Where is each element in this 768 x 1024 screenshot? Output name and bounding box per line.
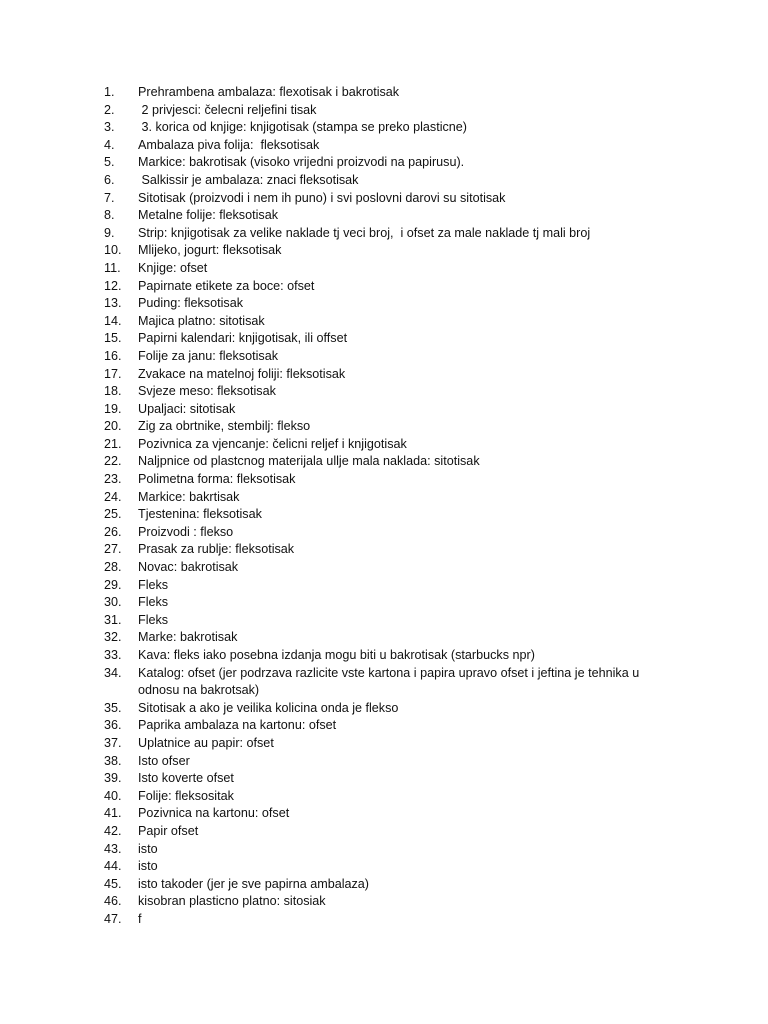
list-item-continuation: odnosu na bakrotsak) (138, 683, 260, 698)
list-item-text: Majica platno: sitotisak (138, 313, 265, 328)
list-item-text: Polimetna forma: fleksotisak (138, 472, 296, 487)
list-item-body (138, 489, 239, 507)
list-item-number: 28. (104, 560, 122, 575)
list-item-body (138, 330, 347, 348)
list-item-body (138, 559, 238, 577)
list-item-body (138, 242, 281, 260)
list-item-number: 37. (104, 735, 122, 750)
list-item-text: 2 privjesci: čelecni reljefini tisak (138, 102, 317, 117)
list-item (104, 190, 724, 208)
list-item-body (138, 278, 314, 296)
list-item (104, 805, 724, 823)
list-item-number: 45. (104, 876, 122, 891)
list-item-number: 33. (104, 648, 122, 662)
list-item-body (138, 577, 168, 595)
list-item-body (138, 436, 407, 454)
list-item-text: f (138, 911, 142, 926)
list-item-body (138, 471, 295, 489)
list-item-number: 18. (104, 384, 122, 399)
list-item (104, 436, 724, 454)
list-item-body (138, 876, 369, 894)
list-item-number: 38. (104, 753, 122, 768)
list-item-number: 34. (104, 665, 122, 680)
list-item-text: Papirnate etikete za boce: ofset (138, 278, 315, 293)
list-item (104, 401, 724, 419)
list-item-body (138, 841, 158, 859)
list-item-text: Zvakace na matelnoj foliji: fleksotisak (138, 366, 346, 381)
list-item (104, 330, 724, 348)
list-item-body (138, 260, 207, 278)
list-item-number: 41. (104, 806, 122, 821)
list-item-text: Marke: bakrotisak (138, 630, 238, 645)
list-item-number: 29. (104, 577, 122, 592)
list-item (104, 788, 724, 806)
list-item-number: 31. (104, 612, 122, 627)
list-item (104, 506, 724, 524)
list-item (104, 700, 724, 718)
list-item-number: 20. (104, 419, 122, 434)
list-item-body (138, 313, 265, 331)
list-item-text: Tjestenina: fleksotisak (138, 507, 262, 522)
list-item (104, 383, 724, 401)
list-item-number: 19. (104, 401, 122, 416)
list-item-number: 17. (104, 366, 122, 381)
list-item-number: 32. (104, 630, 122, 645)
numbered-list (104, 84, 724, 929)
list-item-text: Isto koverte ofset (138, 771, 234, 786)
list-item-body (138, 788, 234, 806)
list-item (104, 858, 724, 876)
list-item (104, 242, 724, 260)
list-item-text: Fleks (138, 612, 169, 627)
list-item-number: 16. (104, 348, 122, 363)
list-item-body (138, 84, 399, 102)
list-item (104, 172, 724, 190)
list-item-text: Pozivnica za vjencanje: čelicni reljef i knjigotisak (138, 436, 407, 451)
list-item-text: Folije: fleksositak (138, 788, 234, 803)
list-item (104, 471, 724, 489)
list-item (104, 453, 724, 471)
list-item-body (138, 665, 639, 700)
list-item-text: Knjige: ofset (138, 260, 208, 275)
list-item (104, 770, 724, 788)
list-item-body (138, 629, 237, 647)
list-item-number: 8. (104, 208, 115, 223)
list-item (104, 84, 724, 102)
list-item (104, 612, 724, 630)
list-item-body (138, 541, 294, 559)
list-item (104, 295, 724, 313)
list-item (104, 313, 724, 331)
list-item-text: Mlijeko, jogurt: fleksotisak (138, 243, 282, 258)
list-item-number: 39. (104, 771, 122, 786)
list-item-body (138, 893, 326, 911)
list-item-text: Prehrambena ambalaza: flexotisak i bakrotisak (138, 85, 400, 99)
list-item-text: Katalog: ofset (jer podrzava razlicite vste kartona i papira upravo ofset i jeftina je tehnika u (138, 665, 640, 680)
list-item-number: 27. (104, 542, 122, 557)
list-item-text: Paprika ambalaza na kartonu: ofset (138, 718, 337, 733)
list-item-text: Uplatnice au papir: ofset (138, 735, 274, 750)
list-item (104, 823, 724, 841)
list-item (104, 876, 724, 894)
list-item (104, 348, 724, 366)
list-item-body (138, 418, 310, 436)
list-item (104, 753, 724, 771)
list-item-body (138, 911, 142, 929)
list-item (104, 911, 724, 929)
list-item (104, 278, 724, 296)
list-item-body (138, 506, 262, 524)
list-item-text: isto (138, 859, 158, 874)
list-item (104, 893, 724, 911)
list-item-body (138, 190, 505, 208)
list-item-body (138, 735, 274, 753)
list-item-number: 46. (104, 894, 122, 909)
list-item-text: Strip: knjigotisak za velike naklade tj veci broj, i ofset za male naklade tj mali broj (138, 225, 591, 240)
list-item (104, 577, 724, 595)
list-item-number: 26. (104, 524, 122, 539)
list-item-text: Proizvodi : flekso (138, 524, 234, 539)
list-item-text: kisobran plasticno platno: sitosiak (138, 894, 326, 909)
list-item-body (138, 154, 464, 172)
list-item (104, 137, 724, 155)
list-item-number: 13. (104, 296, 122, 311)
list-item (104, 594, 724, 612)
list-item-body (138, 366, 345, 384)
list-item-number: 36. (104, 718, 122, 733)
list-item-body (138, 823, 198, 841)
list-item (104, 541, 724, 559)
list-item-text: Papirni kalendari: knjigotisak, ili offset (138, 331, 348, 346)
list-item-body (138, 858, 158, 876)
list-item-body (138, 383, 276, 401)
list-item-text: Papir ofset (138, 823, 199, 838)
list-item-number: 9. (104, 225, 115, 240)
list-item (104, 524, 724, 542)
list-item-body (138, 207, 278, 225)
list-item-number: 4. (104, 137, 115, 152)
list-item-text: Fleks (138, 595, 169, 610)
list-item-text: Naljpnice od plastcnog materijala ullje mala naklada: sitotisak (138, 454, 480, 469)
list-item (104, 489, 724, 507)
list-item-text: Folije za janu: fleksotisak (138, 348, 278, 363)
list-item-number: 10. (104, 243, 122, 258)
list-item (104, 207, 724, 225)
list-item-text: Ambalaza piva folija: fleksotisak (138, 137, 320, 152)
list-item-body (138, 717, 336, 735)
list-item-number: 42. (104, 823, 122, 838)
list-item-number: 15. (104, 331, 122, 346)
list-item (104, 418, 724, 436)
list-item-number: 30. (104, 595, 122, 610)
list-item-number: 40. (104, 788, 122, 803)
list-item-text: Markice: bakrtisak (138, 489, 240, 504)
list-item (104, 366, 724, 384)
list-item-text: Puding: fleksotisak (138, 296, 244, 311)
list-item-number: 11. (104, 260, 121, 275)
list-item (104, 665, 724, 700)
list-item-text: Pozivnica na kartonu: ofset (138, 806, 290, 821)
list-item-text: Sitotisak (proizvodi i nem ih puno) i svi poslovni darovi su sitotisak (138, 190, 506, 205)
list-item-text: Markice: bakrotisak (visoko vrijedni proizvodi na papirusu). (138, 155, 465, 170)
list-item (104, 735, 724, 753)
list-item-body (138, 770, 234, 788)
list-item-text: isto takoder (jer je sve papirna ambalaza) (138, 876, 369, 891)
list-item-number: 1. (104, 85, 115, 99)
list-item-number: 2. (104, 102, 115, 117)
list-item-body (138, 700, 398, 718)
list-item (104, 717, 724, 735)
list-item-number: 21. (104, 436, 122, 451)
list-item-body (138, 753, 190, 771)
list-item-body (138, 805, 289, 823)
list-item-text: Zig za obrtnike, stembilj: flekso (138, 419, 311, 434)
list-item-number: 22. (104, 454, 122, 469)
list-item (104, 647, 724, 665)
list-item (104, 154, 724, 172)
list-item-number: 12. (104, 278, 122, 293)
list-item-number: 35. (104, 700, 122, 715)
list-item-text: Svjeze meso: fleksotisak (138, 384, 276, 399)
list-item-text: Sitotisak a ako je veilika kolicina onda je flekso (138, 700, 399, 715)
list-item-number: 3. (104, 120, 115, 135)
list-item-body (138, 295, 243, 313)
list-item (104, 119, 724, 137)
list-item (104, 559, 724, 577)
list-item (104, 102, 724, 120)
list-item-body (138, 401, 235, 419)
list-item-body (138, 119, 467, 137)
list-item-number: 24. (104, 489, 122, 504)
list-item-body (138, 102, 316, 120)
list-item-text: Fleks (138, 577, 169, 592)
list-item-body (138, 172, 358, 190)
list-item-body (138, 225, 590, 243)
list-item-text: isto (138, 841, 158, 856)
list-item-number: 5. (104, 155, 115, 170)
list-item-number: 23. (104, 472, 122, 487)
list-item-number: 43. (104, 841, 122, 856)
list-item-body (138, 348, 278, 366)
list-item-text: Metalne folije: fleksotisak (138, 208, 278, 223)
list-item (104, 260, 724, 278)
list-item (104, 629, 724, 647)
list-item-text: Upaljaci: sitotisak (138, 401, 236, 416)
list-item-text: Novac: bakrotisak (138, 560, 239, 575)
list-item-text: Prasak za rublje: fleksotisak (138, 542, 295, 557)
list-item-number: 25. (104, 507, 122, 522)
list-item-number: 14. (104, 313, 122, 328)
list-item-text: Isto ofser (138, 753, 190, 768)
list-item-text: Kava: fleks iako posebna izdanja mogu biti u bakrotisak (starbucks npr) (138, 648, 535, 662)
list-item-number: 47. (104, 911, 122, 926)
list-item-body (138, 594, 168, 612)
list-item-text: 3. korica od knjige: knjigotisak (stampa se preko plasticne) (138, 120, 467, 135)
list-item-number: 6. (104, 172, 115, 187)
list-item (104, 841, 724, 859)
list-item-body (138, 647, 535, 665)
list-item (104, 225, 724, 243)
list-item-text: Salkissir je ambalaza: znaci fleksotisak (138, 172, 359, 187)
list-item-body (138, 453, 480, 471)
list-item-body (138, 524, 233, 542)
list-item-number: 44. (104, 859, 122, 874)
list-item-body (138, 137, 319, 155)
list-item-number: 7. (104, 190, 115, 205)
list-item-body (138, 612, 168, 630)
